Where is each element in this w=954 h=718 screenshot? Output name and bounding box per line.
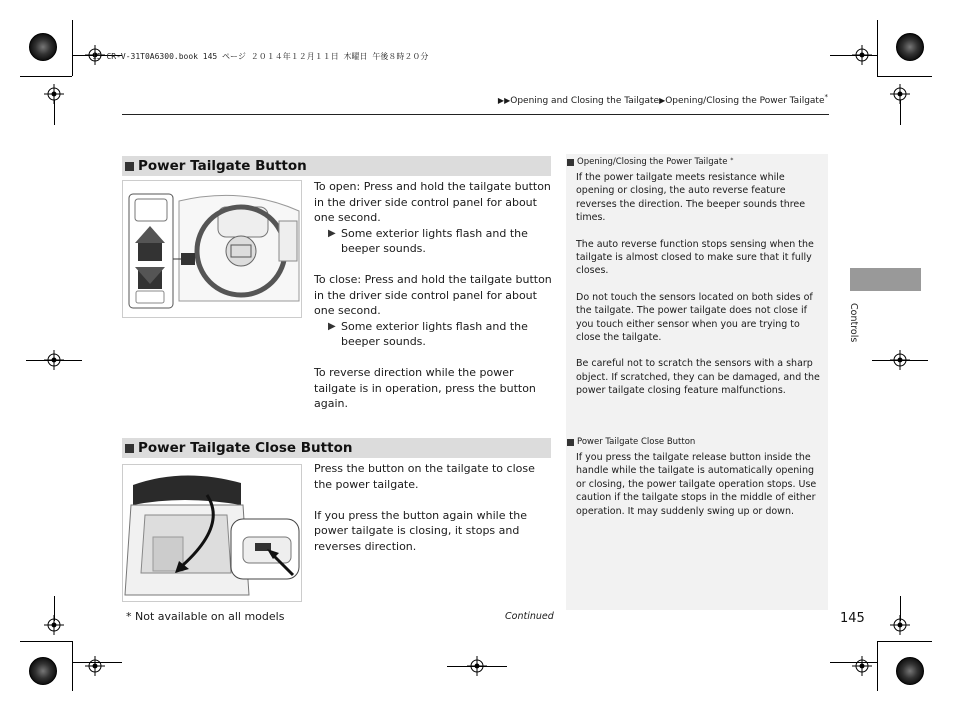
note-paragraph: If the power tailgate meets resistance while opening or closing, the auto reverse feature reverses the direction. The beeper sounds three times. [576, 172, 806, 224]
note-square-icon [567, 159, 574, 166]
section-title: Power Tailgate Close Button [138, 440, 353, 456]
note-heading-text: Power Tailgate Close Button [577, 437, 696, 447]
note-heading [567, 437, 825, 447]
registration-mark-icon [852, 656, 872, 676]
open-result-bullet [314, 226, 552, 257]
crop-line [830, 662, 877, 663]
close-result-bullet [314, 319, 552, 350]
crop-line [54, 100, 55, 125]
breadcrumb-item[interactable]: Opening and Closing the Tailgate [510, 96, 660, 106]
section-title: Power Tailgate Button [138, 158, 307, 174]
color-bar-circle [896, 657, 924, 685]
tailgate-illustration [122, 464, 302, 602]
reverse-instructions: To reverse direction while the power tailgate is in operation, press the button again. [314, 366, 536, 410]
note-body [567, 451, 825, 518]
note-heading [567, 157, 825, 167]
section-square-icon [125, 444, 134, 453]
bullet-arrow-icon: ▶ [328, 320, 336, 332]
note-paragraph: Be careful not to scratch the sensors with a sharp object. If scratched, they can be damaged, and the power tailgate closing feature malfunctions. [576, 358, 820, 397]
note-square-icon [567, 439, 574, 446]
crop-line [72, 662, 122, 663]
color-bar-circle [29, 33, 57, 61]
chapter-tab[interactable] [850, 268, 921, 291]
registration-mark-icon [852, 45, 872, 65]
crop-line [26, 360, 82, 361]
file-meta: 15 CR-V-31T0A6300.book 145 ページ ２０１４年１２月１１日 木曜日 午後８時２０分 [92, 52, 429, 61]
header-rule [122, 114, 829, 115]
registration-mark-icon [890, 615, 910, 635]
section1-body [314, 179, 552, 412]
page-number: 145 [840, 611, 865, 626]
open-instructions: To open: Press and hold the tailgate button in the driver side control panel for about one second. [314, 180, 551, 224]
section-heading [122, 156, 551, 176]
close-result-text: Some exterior lights flash and the beeper sounds. [341, 319, 528, 348]
close-button-instructions: Press the button on the tailgate to close the power tailgate. [314, 462, 535, 491]
close-instructions: To close: Press and hold the tailgate button in the driver side control panel for about one second. [314, 273, 552, 317]
crop-line [877, 76, 932, 77]
crop-line [872, 360, 928, 361]
crop-line [20, 641, 72, 642]
crop-line [72, 641, 73, 691]
crop-line [20, 76, 72, 77]
section-square-icon [125, 162, 134, 171]
crop-line [877, 20, 878, 76]
bullet-arrow-icon: ▶ [328, 227, 336, 239]
open-result-text: Some exterior lights flash and the beeper sounds. [341, 226, 528, 255]
note-paragraph: The auto reverse function stops sensing when the tailgate is almost closed to make sure that it fully closes. [576, 238, 814, 277]
close-button-reverse: If you press the button again while the power tailgate is closing, it stops and reverses direction. [314, 508, 528, 553]
breadcrumb-arrow-icon: ▶▶ [497, 96, 511, 105]
crop-line [900, 100, 901, 125]
availability-star: * [730, 157, 734, 164]
note-body [567, 171, 825, 398]
note-block-1 [567, 157, 825, 411]
registration-mark-icon [44, 615, 64, 635]
section-heading [122, 438, 551, 458]
registration-mark-icon [85, 656, 105, 676]
color-bar-circle [29, 657, 57, 685]
availability-star: * [824, 93, 828, 101]
crop-line [72, 20, 73, 76]
chapter-tab-label: Controls [848, 303, 859, 343]
footnote: * Not available on all models [126, 610, 285, 623]
breadcrumb [498, 93, 828, 106]
crop-line [877, 641, 932, 642]
dashboard-illustration [122, 180, 302, 318]
breadcrumb-item-current: Opening/Closing the Power Tailgate [665, 96, 825, 106]
color-bar-circle [896, 33, 924, 61]
note-block-2 [567, 437, 825, 531]
crop-line [877, 641, 878, 691]
sidebar-notes [566, 154, 828, 610]
crop-line [447, 666, 507, 667]
note-heading-text: Opening/Closing the Power Tailgate [577, 157, 728, 167]
breadcrumb-arrow-icon: ▶ [659, 96, 666, 105]
continued-label: Continued [505, 611, 554, 622]
note-paragraph: If you press the tailgate release button inside the handle while the tailgate is automatically opening or closing, the power tailgate operation stops. Use caution if the tailgate stops in the middle of either operation. It may suddenly swing up or down. [576, 452, 817, 517]
note-paragraph: Do not touch the sensors located on both sides of the tailgate. The power tailgate does not close if you touch either sensor when you are trying to close the tailgate. [576, 291, 813, 344]
section2-body [314, 461, 552, 554]
